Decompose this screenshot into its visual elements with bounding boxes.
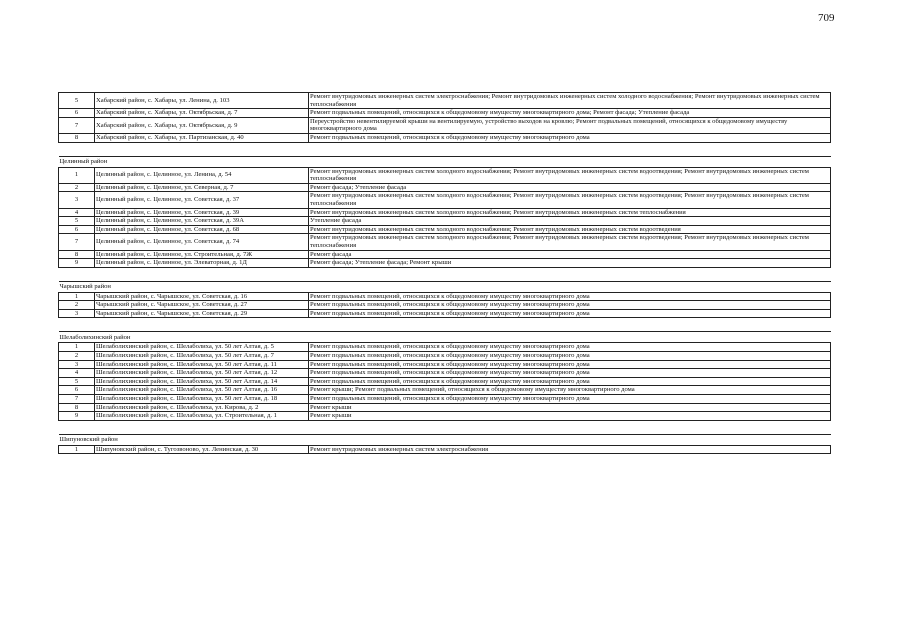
address-cell: Шелаболихинский район, с. Шелаболиха, ул. 50 лет Алтая, д. 18: [95, 395, 309, 404]
table-row: [59, 352, 831, 361]
address-cell: Чарышский район, с. Чарышское, ул. Советская, д. 29: [95, 309, 309, 318]
gap-cell: [59, 318, 831, 332]
address-cell: Целинный район, с. Целинное, ул. Советская, д. 37: [95, 192, 309, 208]
address-cell: Целинный район, с. Целинное, ул. Строительная, д. 7Ж: [95, 250, 309, 259]
section-gap: [59, 267, 831, 281]
table-row: [59, 225, 831, 234]
row-number: 1: [59, 167, 95, 183]
works-cell: Ремонт внутридомовых инженерных систем холодного водоснабжения; Ремонт внутридомовых инженерных систем водоотведения; Ремонт внутридомовых инженерных систем теплоснабжения: [309, 234, 831, 250]
section-header-row: [59, 332, 831, 343]
works-cell: Ремонт внутридомовых инженерных систем холодного водоснабжения; Ремонт внутридомовых инженерных систем теплоснабжения: [309, 208, 831, 217]
table-row: [59, 445, 831, 454]
works-cell: Ремонт подвальных помещений, относящихся к общедомовому имуществу многоквартирного дома: [309, 309, 831, 318]
row-number: 7: [59, 395, 95, 404]
section-header-row: [59, 156, 831, 167]
works-cell: Ремонт крыши: [309, 403, 831, 412]
row-number: 9: [59, 412, 95, 421]
row-number: 1: [59, 343, 95, 352]
section-title: Шипуновский район: [59, 434, 831, 445]
address-cell: Чарышский район, с. Чарышское, ул. Советская, д. 27: [95, 301, 309, 310]
address-cell: Хабарский район, с. Хабары, ул. Партизанская, д. 40: [95, 133, 309, 142]
row-number: 6: [59, 225, 95, 234]
works-cell: Ремонт подвальных помещений, относящихся к общедомовому имуществу многоквартирного дома; Ремонт фасада; Утепление фасада: [309, 109, 831, 118]
row-number: 1: [59, 292, 95, 301]
works-cell: Ремонт внутридомовых инженерных систем холодного водоснабжения; Ремонт внутридомовых инженерных систем водоотведения: [309, 225, 831, 234]
row-number: 8: [59, 250, 95, 259]
table-body: [59, 93, 831, 454]
table-row: [59, 217, 831, 226]
section-header-row: [59, 434, 831, 445]
table-row: [59, 343, 831, 352]
address-cell: Хабарский район, с. Хабары, ул. Ленина, д. 103: [95, 93, 309, 109]
row-number: 4: [59, 208, 95, 217]
address-cell: Чарышский район, с. Чарышское, ул. Советская, д. 16: [95, 292, 309, 301]
works-cell: Утепление фасада: [309, 217, 831, 226]
address-cell: Шелаболихинский район, с. Шелаболиха, ул. Строительная, д. 1: [95, 412, 309, 421]
address-cell: Шипуновский район, с. Тугозвоново, ул. Ленинская, д. 30: [95, 445, 309, 454]
address-cell: Хабарский район, с. Хабары, ул. Октябрьская, д. 7: [95, 109, 309, 118]
section-gap: [59, 142, 831, 156]
row-number: 1: [59, 445, 95, 454]
table-row: [59, 234, 831, 250]
row-number: 7: [59, 117, 95, 133]
table-row: [59, 192, 831, 208]
row-number: 5: [59, 377, 95, 386]
row-number: 2: [59, 352, 95, 361]
table-row: [59, 117, 831, 133]
address-cell: Хабарский район, с. Хабары, ул. Октябрьская, д. 9: [95, 117, 309, 133]
table-row: [59, 369, 831, 378]
table-row: [59, 403, 831, 412]
address-cell: Шелаболихинский район, с. Шелаболиха, ул. 50 лет Алтая, д. 16: [95, 386, 309, 395]
table-row: [59, 109, 831, 118]
works-cell: Ремонт подвальных помещений, относящихся к общедомовому имуществу многоквартирного дома: [309, 301, 831, 310]
table-row: [59, 360, 831, 369]
table-row: [59, 309, 831, 318]
row-number: 3: [59, 360, 95, 369]
row-number: 2: [59, 301, 95, 310]
address-cell: Целинный район, с. Целинное, ул. Элеваторная, д. 1Д: [95, 259, 309, 268]
table-row: [59, 395, 831, 404]
address-cell: Целинный район, с. Целинное, ул. Советская, д. 39А: [95, 217, 309, 226]
row-number: 4: [59, 369, 95, 378]
table-row: [59, 292, 831, 301]
address-cell: Шелаболихинский район, с. Шелаболиха, ул. Кирова, д. 2: [95, 403, 309, 412]
table-row: [59, 412, 831, 421]
works-cell: Ремонт внутридомовых инженерных систем электроснабжения: [309, 445, 831, 454]
row-number: 7: [59, 234, 95, 250]
works-cell: Ремонт подвальных помещений, относящихся к общедомовому имуществу многоквартирного дома: [309, 352, 831, 361]
section-gap: [59, 318, 831, 332]
section-gap: [59, 420, 831, 434]
table-row: [59, 167, 831, 183]
address-cell: Целинный район, с. Целинное, ул. Советская, д. 68: [95, 225, 309, 234]
works-cell: Ремонт подвальных помещений, относящихся к общедомовому имуществу многоквартирного дома: [309, 360, 831, 369]
works-cell: Переустройство невентилируемой крыши на вентилируемую, устройство выходов на кровлю; Ремонт подвальных помещений, относящихся к общедомовому имуществу многоквартирного дома: [309, 117, 831, 133]
works-cell: Ремонт подвальных помещений, относящихся к общедомовому имуществу многоквартирного дома: [309, 133, 831, 142]
row-number: 2: [59, 183, 95, 192]
table-row: [59, 208, 831, 217]
table-row: [59, 386, 831, 395]
table-row: [59, 377, 831, 386]
works-cell: Ремонт фасада: [309, 250, 831, 259]
works-cell: Ремонт подвальных помещений, относящихся к общедомовому имуществу многоквартирного дома: [309, 395, 831, 404]
address-cell: Целинный район, с. Целинное, ул. Северная, д. 7: [95, 183, 309, 192]
address-cell: Шелаболихинский район, с. Шелаболиха, ул. 50 лет Алтая, д. 14: [95, 377, 309, 386]
section-header-row: [59, 281, 831, 292]
works-cell: Ремонт фасада; Утепление фасада: [309, 183, 831, 192]
table-row: [59, 93, 831, 109]
works-cell: Ремонт фасада; Утепление фасада; Ремонт крыши: [309, 259, 831, 268]
table-row: [59, 183, 831, 192]
address-cell: Целинный район, с. Целинное, ул. Советская, д. 39: [95, 208, 309, 217]
works-cell: Ремонт подвальных помещений, относящихся к общедомовому имуществу многоквартирного дома: [309, 377, 831, 386]
section-title: Целинный район: [59, 156, 831, 167]
gap-cell: [59, 267, 831, 281]
row-number: 6: [59, 109, 95, 118]
row-number: 8: [59, 133, 95, 142]
gap-cell: [59, 420, 831, 434]
address-cell: Шелаболихинский район, с. Шелаболиха, ул. 50 лет Алтая, д. 12: [95, 369, 309, 378]
address-cell: Шелаболихинский район, с. Шелаболиха, ул. 50 лет Алтая, д. 5: [95, 343, 309, 352]
address-cell: Шелаболихинский район, с. Шелаболиха, ул. 50 лет Алтая, д. 11: [95, 360, 309, 369]
row-number: 6: [59, 386, 95, 395]
table-row: [59, 259, 831, 268]
repair-program-table: [58, 92, 831, 454]
works-cell: Ремонт подвальных помещений, относящихся к общедомовому имуществу многоквартирного дома: [309, 369, 831, 378]
row-number: 3: [59, 309, 95, 318]
row-number: 9: [59, 259, 95, 268]
works-cell: Ремонт крыши; Ремонт подвальных помещений, относящихся к общедомовому имуществу многоквартирного дома: [309, 386, 831, 395]
works-cell: Ремонт внутридомовых инженерных систем холодного водоснабжения; Ремонт внутридомовых инженерных систем водоотведения; Ремонт внутридомовых инженерных систем теплоснабжения: [309, 167, 831, 183]
table-row: [59, 301, 831, 310]
section-title: Чарышский район: [59, 281, 831, 292]
table-row: [59, 133, 831, 142]
works-cell: Ремонт подвальных помещений, относящихся к общедомовому имуществу многоквартирного дома: [309, 343, 831, 352]
document-sheet: [58, 92, 830, 454]
address-cell: Целинный район, с. Целинное, ул. Советская, д. 74: [95, 234, 309, 250]
works-cell: Ремонт крыши: [309, 412, 831, 421]
address-cell: Целинный район, с. Целинное, ул. Ленина, д. 54: [95, 167, 309, 183]
row-number: 8: [59, 403, 95, 412]
address-cell: Шелаболихинский район, с. Шелаболиха, ул. 50 лет Алтая, д. 7: [95, 352, 309, 361]
page-number: 709: [818, 12, 835, 24]
works-cell: Ремонт внутридомовых инженерных систем холодного водоснабжения; Ремонт внутридомовых инженерных систем водоотведения; Ремонт внутридомовых инженерных систем теплоснабжения: [309, 192, 831, 208]
works-cell: Ремонт подвальных помещений, относящихся к общедомовому имуществу многоквартирного дома: [309, 292, 831, 301]
gap-cell: [59, 142, 831, 156]
works-cell: Ремонт внутридомовых инженерных систем электроснабжения; Ремонт внутридомовых инженерных систем холодного водоснабжения; Ремонт внутридомовых инженерных систем теплоснабжения: [309, 93, 831, 109]
row-number: 5: [59, 217, 95, 226]
section-title: Шелаболихинский район: [59, 332, 831, 343]
table-row: [59, 250, 831, 259]
row-number: 3: [59, 192, 95, 208]
row-number: 5: [59, 93, 95, 109]
